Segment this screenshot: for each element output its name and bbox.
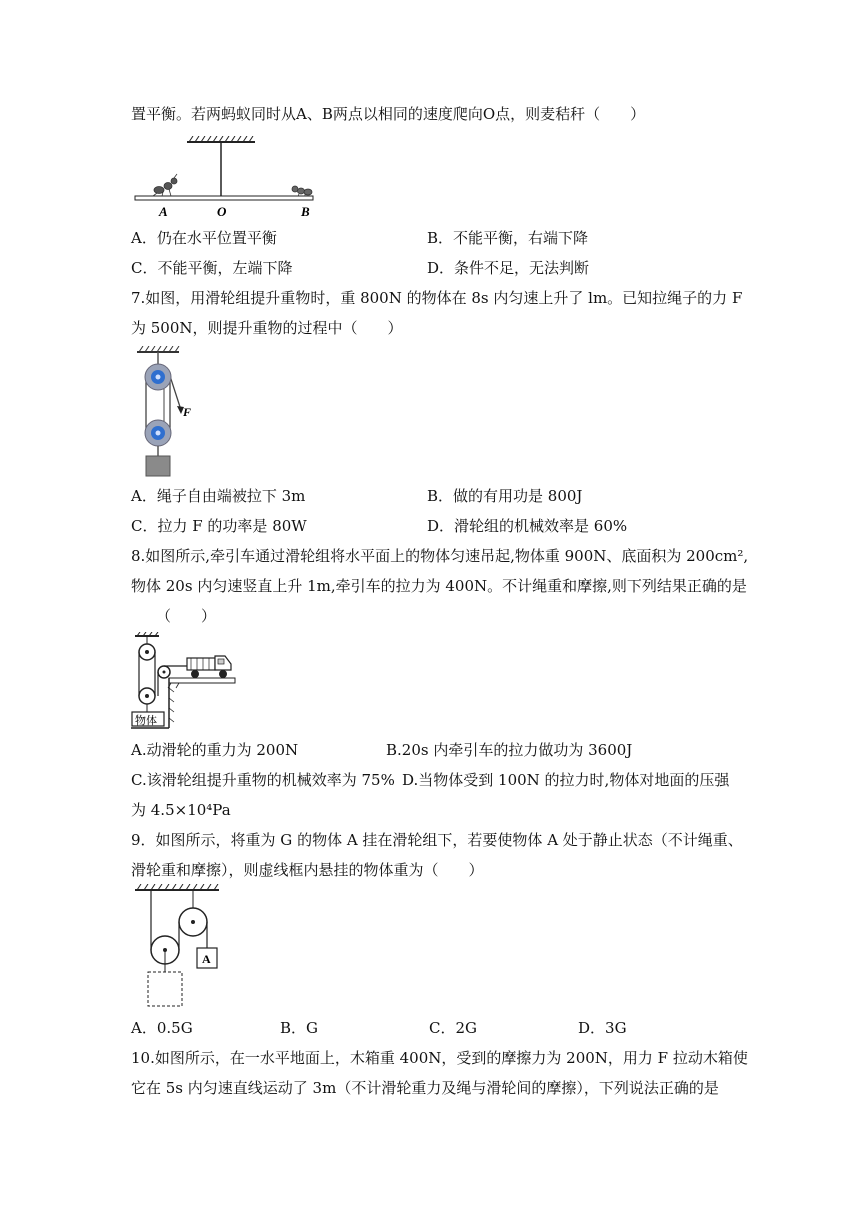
- q7-option-d[interactable]: D．滑轮组的机械效率是 60%: [427, 517, 628, 535]
- q7-pulley-figure: [131, 346, 201, 478]
- q7-option-b[interactable]: B．做的有用功是 800J: [427, 487, 583, 505]
- q9-pulley-figure: [131, 884, 223, 1008]
- q10-line-1: 10.如图所示，在一水平地面上，木箱重 400N，受到的摩擦力为 200N，用力 F 拉动木箱使: [131, 1049, 748, 1067]
- q9-option-a[interactable]: A．0.5G: [131, 1019, 193, 1037]
- q10-line-2: 它在 5s 内匀速直线运动了 3m（不计滑轮重力及绳与滑轮间的摩擦），下列说法正确的是: [131, 1079, 719, 1097]
- q7-line-1: 7.如图，用滑轮组提升重物时，重 800N 的物体在 8s 内匀速上升了 lm。已知拉绳子的力 F: [131, 289, 743, 307]
- q8-option-d[interactable]: D.当物体受到 100N 的拉力时,物体对地面的压强: [402, 771, 730, 789]
- q9-line-1: 9．如图所示，将重为 G 的物体 A 挂在滑轮组下，若要使物体 A 处于静止状态（不计绳重、: [131, 831, 743, 849]
- q6-option-c[interactable]: C．不能平衡，左端下降: [131, 259, 293, 277]
- point-o-label: O: [217, 204, 227, 219]
- force-f-label: F: [183, 405, 192, 419]
- q7-option-c[interactable]: C．拉力 F 的功率是 80W: [131, 517, 307, 535]
- q8-line-1: 8.如图所示,牵引车通过滑轮组将水平面上的物体匀速吊起,物体重 900N、底面积为 200cm²,: [131, 547, 749, 565]
- q8-truck-pulley-figure: [131, 632, 237, 732]
- q8-option-c[interactable]: C.该滑轮组提升重物的机械效率为 75%: [131, 771, 395, 789]
- ant-left-icon: [153, 174, 177, 196]
- q7-line-2: 为 500N，则提升重物的过程中（ ）: [131, 319, 403, 337]
- q9-option-d[interactable]: D．3G: [578, 1019, 627, 1037]
- q8-option-b[interactable]: B.20s 内牵引车的拉力做功为 3600J: [386, 741, 633, 759]
- truck-icon: [187, 656, 231, 678]
- q6-option-a[interactable]: A．仍在水平位置平衡: [131, 229, 277, 247]
- q8-line-2: 物体 20s 内匀速竖直上升 1m,牵引车的拉力为 400N。不计绳重和摩擦,则下列结果正确的是: [131, 577, 747, 595]
- q8-option-d-continued: 为 4.5×10⁴Pa: [131, 801, 231, 819]
- q6-lever-figure: [131, 136, 321, 222]
- q6-option-b[interactable]: B．不能平衡，右端下降: [427, 229, 589, 247]
- point-b-label: B: [301, 204, 310, 219]
- point-a-label: A: [159, 204, 168, 219]
- box-a-label: A: [202, 952, 211, 966]
- q8-line-3: （ ）: [156, 607, 217, 625]
- q6-option-d[interactable]: D．条件不足，无法判断: [427, 259, 590, 277]
- q8-option-a[interactable]: A.动滑轮的重力为 200N: [131, 741, 299, 759]
- object-label: 物体: [135, 714, 157, 727]
- q6-stem-tail: 置平衡。若两蚂蚁同时从A、B两点以相同的速度爬向O点，则麦秸秆（ ）: [131, 105, 646, 123]
- q9-option-c[interactable]: C．2G: [429, 1019, 478, 1037]
- q7-option-a[interactable]: A．绳子自由端被拉下 3m: [131, 487, 306, 505]
- ant-right-icon: [292, 186, 312, 196]
- q9-option-b[interactable]: B．G: [280, 1019, 319, 1037]
- q9-line-2: 滑轮重和摩擦），则虚线框内悬挂的物体重为（ ）: [131, 861, 484, 879]
